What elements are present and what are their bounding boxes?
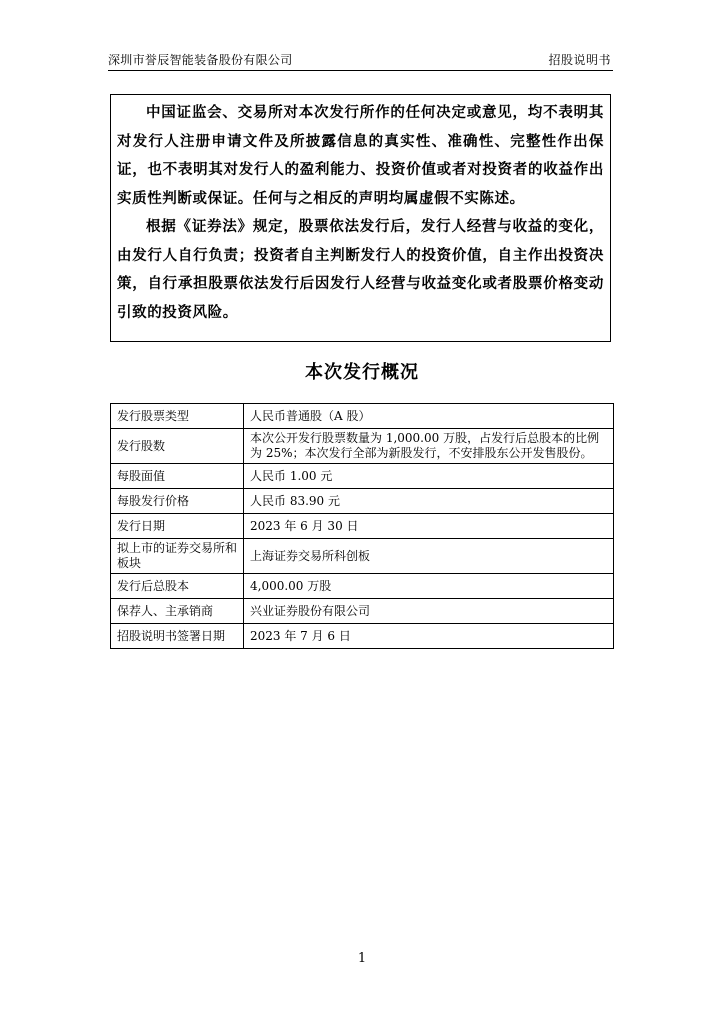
row-value: 上海证券交易所科创板 — [244, 539, 614, 574]
table-row — [111, 429, 614, 464]
table-row — [111, 599, 614, 624]
row-label: 拟上市的证券交易所和板块 — [111, 539, 244, 574]
row-value: 兴业证券股份有限公司 — [244, 599, 614, 624]
row-label: 发行后总股本 — [111, 574, 244, 599]
table-row — [111, 574, 614, 599]
row-label: 每股面值 — [111, 464, 244, 489]
table-row — [111, 464, 614, 489]
table-row — [111, 539, 614, 574]
row-value: 本次公开发行股票数量为 1,000.00 万股，占发行后总股本的比例为 25%；本次发行全部为新股发行，不安排股东公开发售股份。 — [244, 429, 614, 464]
offering-overview-table — [110, 403, 614, 649]
table-row — [111, 404, 614, 429]
row-value: 人民币 1.00 元 — [244, 464, 614, 489]
row-value: 2023 年 6 月 30 日 — [244, 514, 614, 539]
header-document-type: 招股说明书 — [548, 53, 611, 67]
page-header — [108, 52, 613, 71]
table-row — [111, 489, 614, 514]
page-number: 1 — [357, 951, 367, 966]
disclaimer-notice-box — [110, 94, 611, 342]
row-label: 保荐人、主承销商 — [111, 599, 244, 624]
row-value: 4,000.00 万股 — [244, 574, 614, 599]
section-title: 本次发行概况 — [305, 362, 419, 383]
row-label: 发行股票类型 — [111, 404, 244, 429]
row-label: 每股发行价格 — [111, 489, 244, 514]
row-value: 人民币 83.90 元 — [244, 489, 614, 514]
row-value: 人民币普通股（A 股） — [244, 404, 614, 429]
row-label: 发行日期 — [111, 514, 244, 539]
table-row — [111, 624, 614, 649]
row-label: 发行股数 — [111, 429, 244, 464]
row-value: 2023 年 7 月 6 日 — [244, 624, 614, 649]
notice-paragraph-1: 中国证监会、交易所对本次发行所作的任何决定或意见，均不表明其对发行人注册申请文件及所披露信息的真实性、准确性、完整性作出保证，也不表明其对发行人的盈利能力、投资价值或者对投资者的收益作出实质性判断或保证。任何与之相反的声明均属虚假不实陈述。 — [117, 105, 604, 207]
table-row — [111, 514, 614, 539]
notice-paragraph-2: 根据《证券法》规定，股票依法发行后，发行人经营与收益的变化，由发行人自行负责；投资者自主判断发行人的投资价值，自主作出投资决策，自行承担股票依法发行后因发行人经营与收益变化或者股票价格变动引致的投资风险。 — [117, 219, 604, 321]
row-label: 招股说明书签署日期 — [111, 624, 244, 649]
header-company-name: 深圳市誉辰智能装备股份有限公司 — [108, 53, 293, 67]
